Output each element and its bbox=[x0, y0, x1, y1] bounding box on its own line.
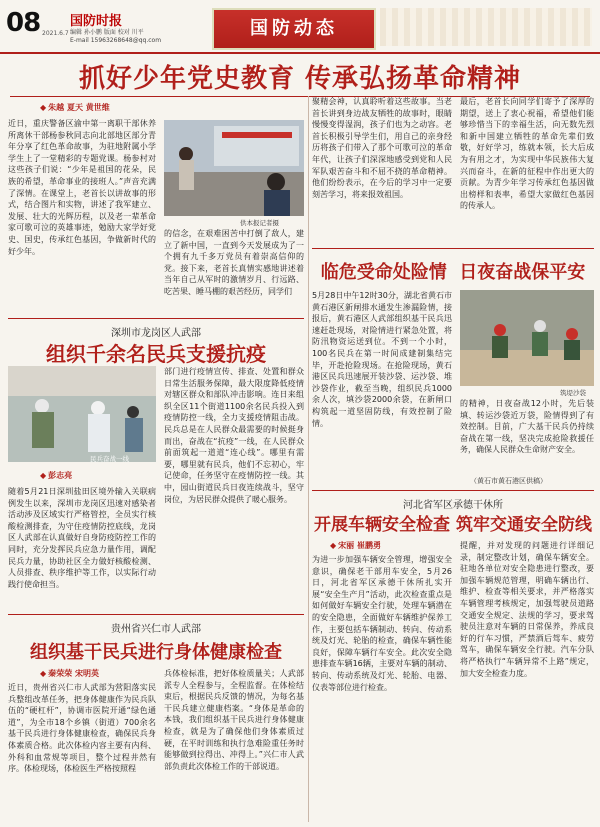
column-divider bbox=[308, 96, 309, 822]
diamond-icon: ◆ bbox=[40, 471, 47, 480]
article1-headline: 抓好少年党史教育 传承弘扬革命精神 bbox=[78, 64, 522, 94]
article2-photo bbox=[8, 366, 156, 462]
section-banner: 国防动态 bbox=[212, 8, 376, 50]
article4-kicker: 河北省军区承德干休所 bbox=[403, 500, 503, 511]
article3-col1: 5月28日中午12时30分，湖北省黄石市黄石港区新闸排水通发生渗漏险情，接报后，黄石港区人武部组织基干民兵迅速赶赴现场，对险情进行紧急处置，将防汛物资运送到位。不到一个小时，100名民兵在第一时间成建制集结完毕，开赴抢险现场。在抢险现场，黄石港区民兵迅速展开装沙袋、运沙袋、堆沙袋作业，截至当晚，组织民兵1000余人次，填沙袋2000余袋，在新闸口构筑起一道坚固防线，有效控制了险情。 bbox=[312, 291, 452, 428]
article3-headline-right: 日夜奋战保平安 bbox=[459, 262, 586, 283]
article3-photo bbox=[460, 290, 594, 386]
page-number: 08 bbox=[6, 8, 41, 38]
militia-photo bbox=[8, 366, 156, 462]
article1-col1: 近日，重庆警备区渝中第一离职干部休养所离休干部杨参秋同志向北部地区部分青年分享了红色革命故事，为驻地附属小学学生上了一堂精彩的专题党课。杨参村对这些孩子们说：“少年是祖国的花朵，民族的希望，革命事业的接班人。”声音充满了深情。在课堂上，老首长以讲故事的形式，结合图片和实物，讲述了我军建立、发展、壮大的光辉历程，以及老一辈革命家可歌可泣的英雄事迹，勉励大家学好党史、国史，传承红色基因，争做新时代的好少年。 bbox=[8, 119, 156, 256]
article5-byline bbox=[40, 668, 99, 679]
article1-col3: 聚精会神，认真聆听着这些故事。当老首长讲到身边战友牺牲的故事时，眼睛慢慢变得湿润，孩子们也为之动容。老首长积极引导学生们，用自己的亲身经历将孩子们带入了那个可歌可泣的革命年代，让孩子们深深地感受到党和人民军队艰苦奋斗和不屈不挠的革命精神。他们纷纷表示，在今后的学习中一定要刻苦学习，将来报效祖国。 bbox=[312, 97, 452, 199]
article1-col2: 的信念，在艰难困苦中打倒了敌人，建立了新中国，一直到今天发展成为了一个拥有九千多万党员有着崇高信仰的党。接下来，老首长真情实感地讲述着当年自己从军时的激情岁月、行远路、吃苦果、睡马棚的艰苦经历，同学们 bbox=[164, 229, 304, 296]
article4-top-rule bbox=[312, 490, 594, 491]
article2-byline-text: 彭志亮 bbox=[48, 471, 73, 480]
banner-decoration bbox=[380, 8, 592, 46]
editor-line: 编辑 孙小鹏 版面 校对 川平 bbox=[70, 29, 144, 36]
article3-photo-caption: 筑堤沙袋 bbox=[560, 389, 586, 397]
diamond-icon: ◆ bbox=[40, 103, 47, 112]
masthead-divider bbox=[0, 52, 600, 54]
article4-headline: 开展车辆安全检查 筑牢交通安全防线 bbox=[314, 515, 592, 535]
article4-col2: 提醒，并对发现的问题进行详细记录，制定整改计划，确保车辆安全。驻地各单位对安全隐患进行整改，要加强车辆规范管理，明确车辆出行、维护、检查等相关要求，并严格落实车辆管理考核规定，加强驾驶员道路交通安全规定、法规的学习，要求驾驶员注意对车辆的日常保养，养成良好的行车习惯，严禁酒后驾车、疲劳驾车，确保车辆安全行驶。汽车分队将严格执行“车辆异常不上路”规定，加大安全检查力度。 bbox=[460, 541, 594, 678]
article5-col1: 近日，贵州省兴仁市人武部为营阳落实民兵整组改革任务，把身体健康作为民兵队伍的“硬杠杆”，协调市医院开通“绿色通道”，为全市18个乡镇（街道）700余名基干民兵进行身体健康检查，确保民兵身体素质合格。此次体检内容主要有内科、外科和血常规等项目，整个过程井然有序。体检现场，体检医生严格按照程 bbox=[8, 683, 156, 774]
classroom-photo bbox=[164, 120, 304, 216]
email-line: E-mail 15963268648@qq.com bbox=[70, 37, 162, 44]
article2-top-rule bbox=[8, 318, 304, 319]
article2-photo-caption: 民兵奋战一线 bbox=[90, 455, 129, 463]
article1-byline bbox=[40, 102, 110, 113]
article4-col1: 为进一步加强车辆安全管理，增强安全意识，确保老干部用车安全，5月26日，河北省军区承德干休所扎实开展“安全生产月”活动，此次检查重点是如何做好车辆安全行驶，处理车辆潜在的安全隐患，全面做好车辆维护保养工作，主要包括车辆制动、转向、传动系统及灯光、轮胎的检查，确保车辆性能良好，保障车辆行车安全。此次安全隐患排查车辆16辆，主要对车辆的制动、转向、传动系统及灯光、轮胎、电器、仪表等部位进行检查。 bbox=[312, 555, 452, 692]
article1-byline-text: 朱越 夏天 黄世维 bbox=[48, 103, 110, 112]
article1-col4: 最后，老首长向同学们寄予了深厚的期望，送上了衷心祝福，希望他们能够珍惜当下的幸福生活，向无数先烈和新中国建立牺牲的革命先辈们致敬，好好学习，练就本领，长大后成为有用之才，为实现中华民族伟大复兴而奋斗，在新的征程中作出更大的贡献。为青少年学习传承红色基因做出榜样和表率，希望大家做红色基因的传承人。 bbox=[460, 97, 594, 211]
diamond-icon: ◆ bbox=[40, 669, 47, 678]
article5-top-rule bbox=[8, 614, 304, 615]
article3-headline-left: 临危受命处险情 bbox=[320, 262, 447, 283]
article2-headline: 组织千余名民兵支援抗疫 bbox=[46, 342, 266, 366]
article1-photo bbox=[164, 120, 304, 216]
article3-top-rule bbox=[312, 248, 594, 249]
issue-date: 2021.6.7 bbox=[42, 30, 69, 37]
article5-headline: 组织基干民兵进行身体健康检查 bbox=[30, 642, 282, 663]
article5-byline-text: 秦荣荣 宋明英 bbox=[48, 669, 99, 678]
article4-byline bbox=[330, 540, 381, 551]
diamond-icon: ◆ bbox=[330, 541, 337, 550]
article3-col2: 的精神，日夜奋战12小时，先后装填、转运沙袋近万袋，险情得到了有效控制。目前，广大基干民兵仍持续奋战在第一线，坚决完成抢险救援任务，确保人民群众生命财产安全。 bbox=[460, 399, 594, 455]
article2-kicker: 深圳市龙岗区人武部 bbox=[111, 328, 201, 339]
sandbag-photo bbox=[460, 290, 594, 386]
paper-name: 国防时报 bbox=[70, 14, 123, 29]
article5-kicker: 贵州省兴仁市人武部 bbox=[111, 624, 201, 635]
article2-col2: 部门进行疫情宣传、排查、处置和群众日常生活服务保障，最大限度降低疫情对辖区群众和部队冲击影响。连日来组织全区11个街道1100余名民兵投入到疫情防控一线，全力支援疫情阻击战。民兵总是在人民群众最需要的时候挺身而出，奋战在“抗疫”一线，在人民群众前面筑起一道道“连心线”。哪里有需要，哪里就有民兵，他们不忘初心，牢记使命，任务坚守在疫情防控一线。其中，园山街道民兵日夜连续战斗，坚守岗位，为居民群众提供了暖心服务。 bbox=[164, 367, 304, 504]
article2-col1: 随着5月21日深圳盐田区境外输入关联病例发生以来，深圳市龙岗区迅速对感染者活动涉及区域实行严格管控，全员实行核酸检测排查，为守住疫情防控底线，龙岗区人武部在认真做好自身防疫防控工作的同时，充分发挥民兵应急力量作用，调配民兵力量，协助社区全力做好核酸检测、人员排查、秩序维护等工作，以实际行动践行使命担当。 bbox=[8, 487, 156, 589]
article3-headline bbox=[312, 258, 594, 284]
article1-photo-caption: 供本报记者摄 bbox=[240, 219, 279, 227]
article3-signoff: （黄石市黄石港区供稿） bbox=[470, 477, 547, 485]
article2-byline bbox=[40, 470, 72, 481]
article4-byline-text: 宋丽 崔鹏勇 bbox=[338, 541, 381, 550]
article5-col2: 兵体检标准，把好体检质量关；人武部派专人全程参与，全程监督。在体检结束后，根据民兵反馈的情况，为每名基干民兵建立健康档案。“身体是革命的本钱，我们组织基干民兵进行身体健康检查，就是为了确保他们身体素质过硬，在平时训练和执行急难险重任务时能够做到拉得出、冲得上。”兴仁市人武部负责此次体检工作的干部说道。 bbox=[164, 669, 304, 771]
